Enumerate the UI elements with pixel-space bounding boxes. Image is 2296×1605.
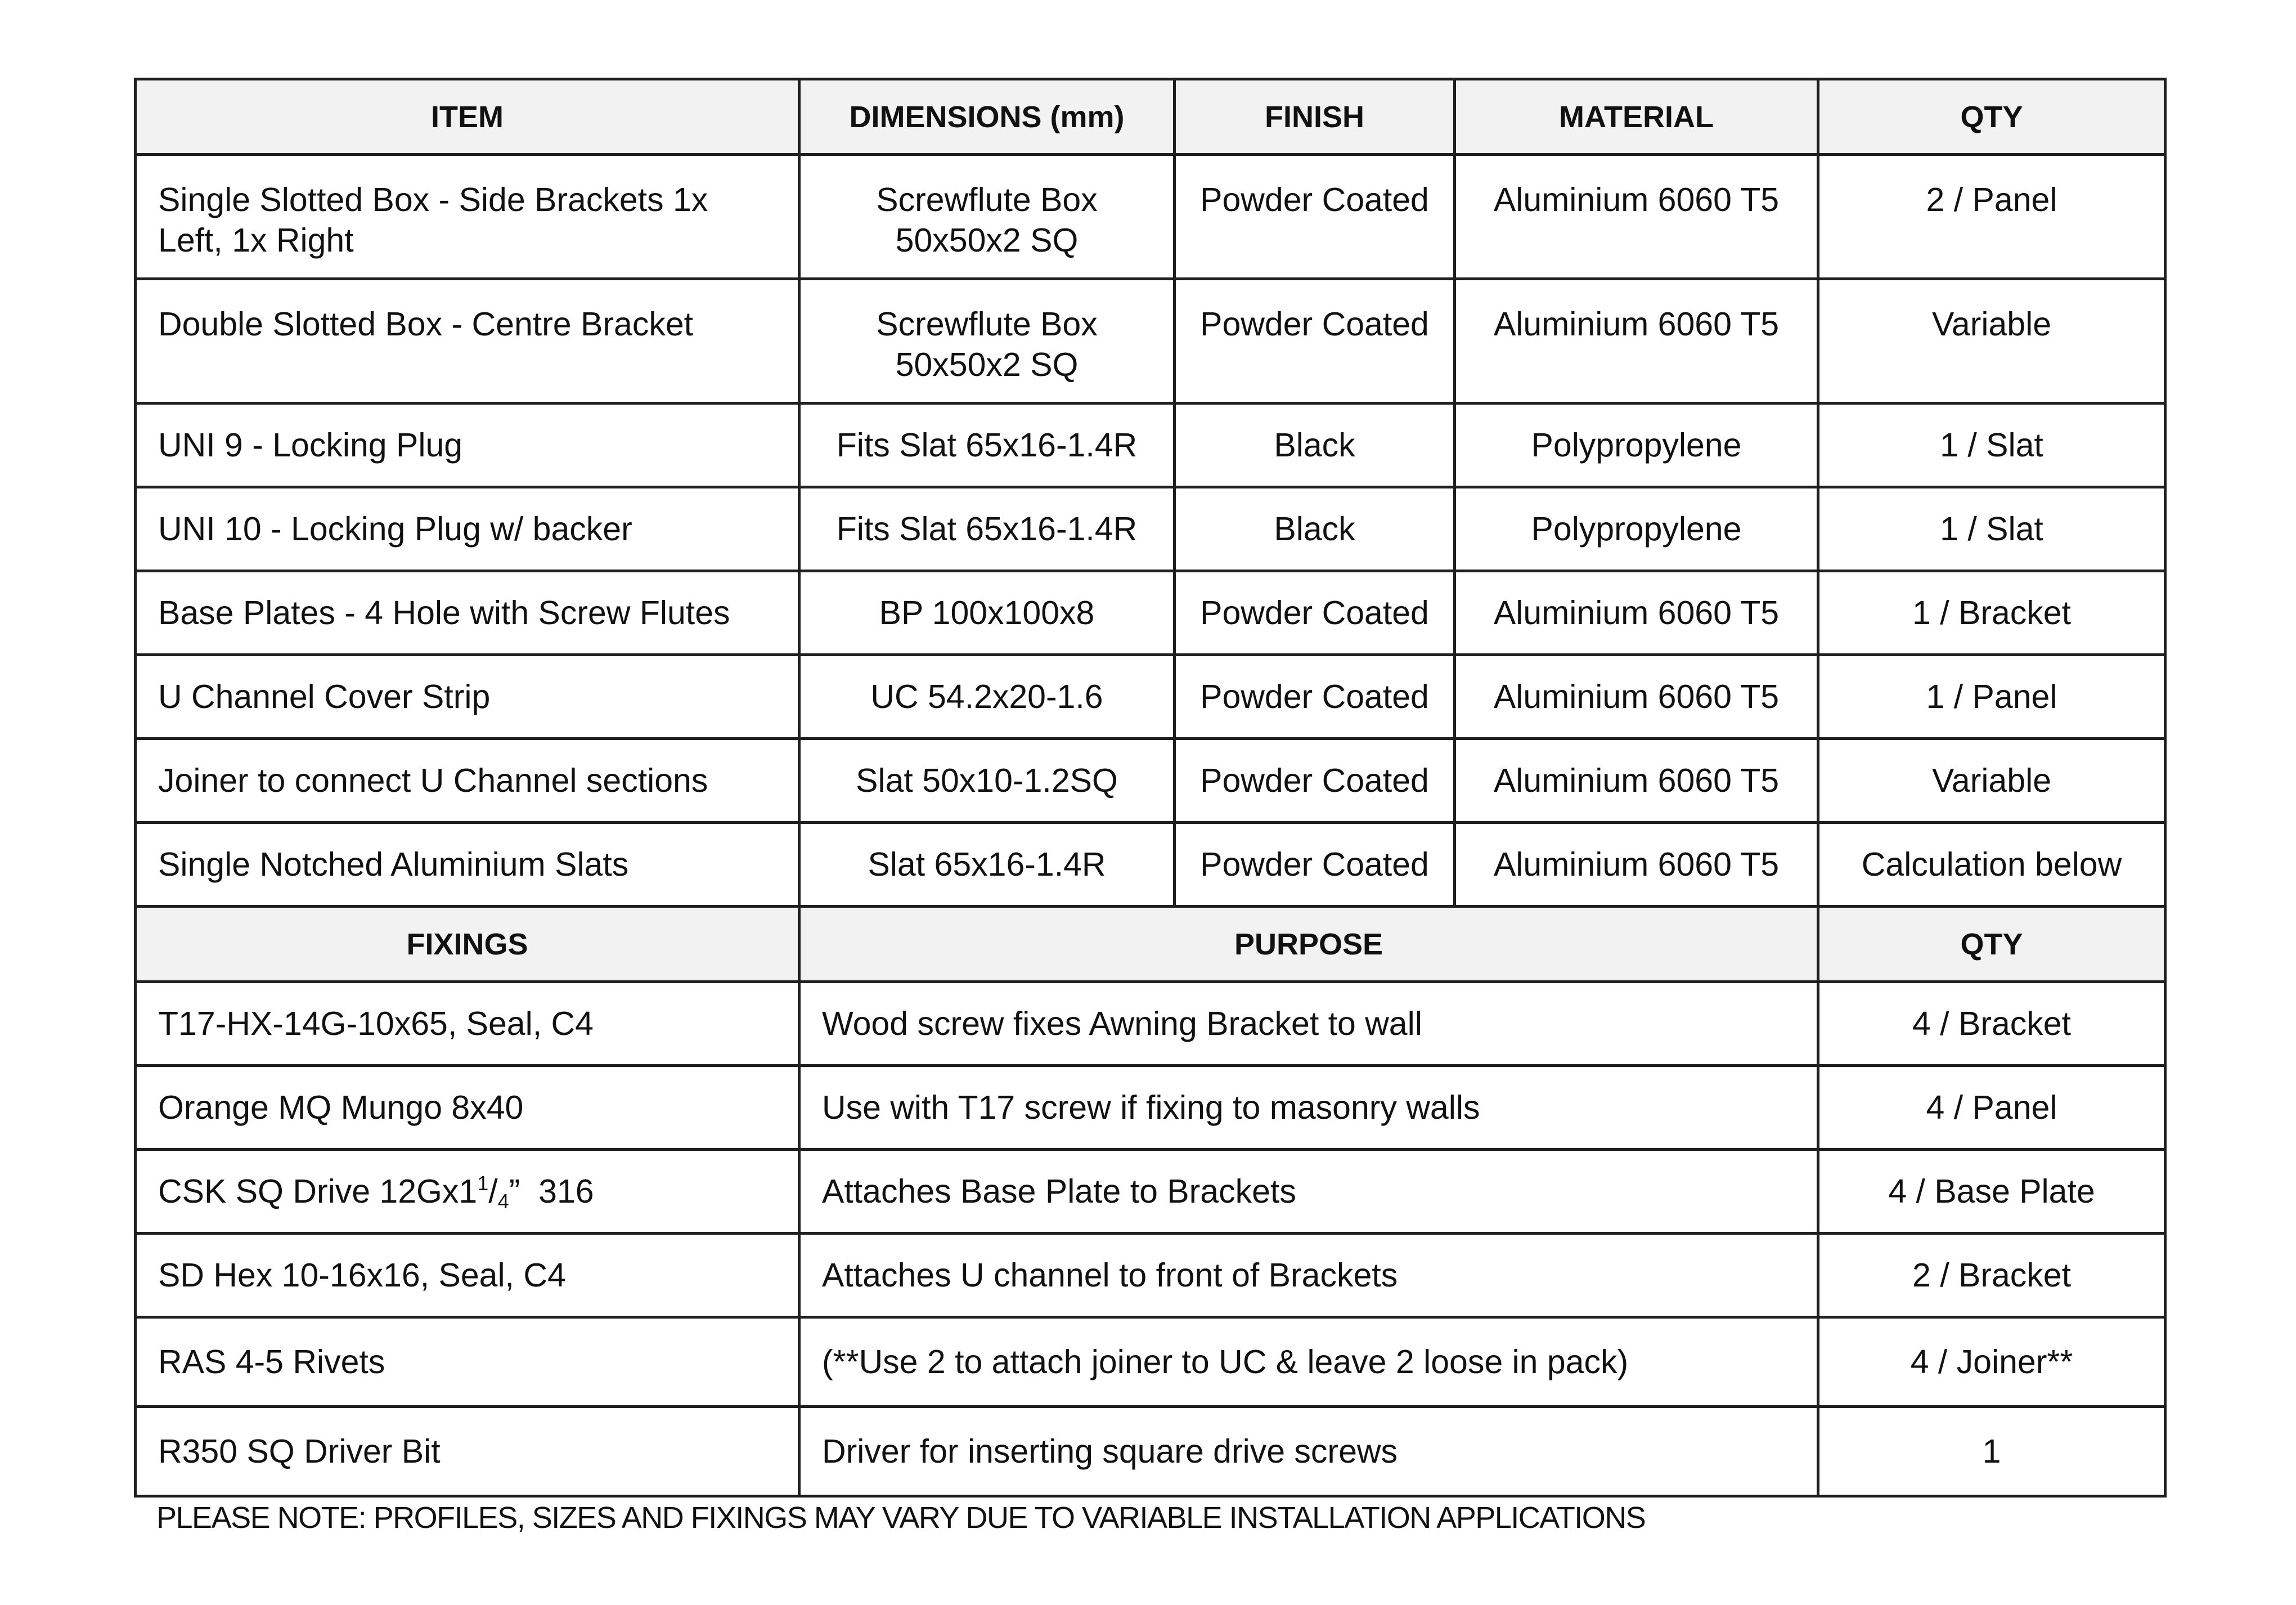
material-cell: Aluminium 6060 T5 (1455, 823, 1818, 907)
finish-cell: Powder Coated (1175, 823, 1455, 907)
material-cell: Polypropylene (1455, 487, 1818, 571)
item-cell: U Channel Cover Strip (136, 655, 799, 739)
purpose-cell: Wood screw fixes Awning Bracket to wall (799, 982, 1818, 1066)
finish-cell: Powder Coated (1175, 155, 1455, 279)
table-row (136, 1317, 2165, 1407)
installation-note: PLEASE NOTE: PROFILES, SIZES AND FIXINGS MAY VARY DUE TO VARIABLE INSTALLATION APPLICATIONS (156, 1501, 1646, 1535)
header-fixings-qty: QTY (1818, 907, 2165, 982)
qty-cell: 4 / Joiner** (1818, 1317, 2165, 1407)
table-row (136, 279, 2165, 404)
table-row (136, 404, 2165, 487)
qty-cell: 1 / Slat (1818, 404, 2165, 487)
header-purpose: PURPOSE (799, 907, 1818, 982)
material-cell: Aluminium 6060 T5 (1455, 655, 1818, 739)
item-cell: Joiner to connect U Channel sections (136, 739, 799, 823)
fixing-cell: R350 SQ Driver Bit (136, 1407, 799, 1496)
item-cell: UNI 10 - Locking Plug w/ backer (136, 487, 799, 571)
header-material: MATERIAL (1455, 79, 1818, 155)
material-cell: Aluminium 6060 T5 (1455, 571, 1818, 655)
material-cell: Aluminium 6060 T5 (1455, 279, 1818, 404)
fixing-suffix: ” 316 (509, 1173, 594, 1210)
item-line: Left, 1x Right (158, 222, 354, 259)
table-row (136, 155, 2165, 279)
fixing-cell: T17-HX-14G-10x65, Seal, C4 (136, 982, 799, 1066)
dimensions-line: 50x50x2 SQ (895, 222, 1079, 259)
dimensions-cell: BP 100x100x8 (799, 571, 1175, 655)
dimensions-cell: Fits Slat 65x16-1.4R (799, 487, 1175, 571)
table-row (136, 1150, 2165, 1234)
qty-cell: 4 / Base Plate (1818, 1150, 2165, 1234)
dimensions-cell: UC 54.2x20-1.6 (799, 655, 1175, 739)
header-qty: QTY (1818, 79, 2165, 155)
qty-cell: Variable (1818, 739, 2165, 823)
material-cell: Polypropylene (1455, 404, 1818, 487)
qty-cell: 4 / Panel (1818, 1066, 2165, 1150)
qty-cell: Calculation below (1818, 823, 2165, 907)
finish-cell: Powder Coated (1175, 279, 1455, 404)
purpose-cell: Driver for inserting square drive screws (799, 1407, 1818, 1496)
items-header-row (136, 79, 2165, 155)
table-row (136, 739, 2165, 823)
dimensions-line: 50x50x2 SQ (895, 346, 1079, 383)
qty-cell: 1 / Panel (1818, 655, 2165, 739)
qty-cell: 2 / Bracket (1818, 1234, 2165, 1317)
finish-cell: Powder Coated (1175, 739, 1455, 823)
qty-cell: 1 / Bracket (1818, 571, 2165, 655)
dimensions-cell: Fits Slat 65x16-1.4R (799, 404, 1175, 487)
table-row (136, 487, 2165, 571)
fixing-cell (136, 1150, 799, 1234)
qty-cell: Variable (1818, 279, 2165, 404)
dimensions-cell (799, 155, 1175, 279)
qty-cell: 1 (1818, 1407, 2165, 1496)
fixing-cell: RAS 4-5 Rivets (136, 1317, 799, 1407)
header-fixings: FIXINGS (136, 907, 799, 982)
item-cell (136, 155, 799, 279)
dimensions-cell: Slat 65x16-1.4R (799, 823, 1175, 907)
table-row (136, 1234, 2165, 1317)
item-cell: Single Notched Aluminium Slats (136, 823, 799, 907)
fraction-numerator: 1 (477, 1172, 489, 1195)
fixings-header-row (136, 907, 2165, 982)
purpose-cell: Use with T17 screw if fixing to masonry walls (799, 1066, 1818, 1150)
fraction-slash: / (488, 1173, 498, 1210)
finish-cell: Powder Coated (1175, 655, 1455, 739)
material-cell: Aluminium 6060 T5 (1455, 155, 1818, 279)
dimensions-cell: Slat 50x10-1.2SQ (799, 739, 1175, 823)
table-row (136, 571, 2165, 655)
finish-cell: Black (1175, 404, 1455, 487)
fixing-cell: SD Hex 10-16x16, Seal, C4 (136, 1234, 799, 1317)
purpose-cell: (**Use 2 to attach joiner to UC & leave 2 loose in pack) (799, 1317, 1818, 1407)
item-cell: UNI 9 - Locking Plug (136, 404, 799, 487)
spec-table (134, 78, 2167, 1498)
table-row (136, 982, 2165, 1066)
finish-cell: Black (1175, 487, 1455, 571)
table-row (136, 823, 2165, 907)
item-cell: Double Slotted Box - Centre Bracket (136, 279, 799, 404)
item-line: Single Slotted Box - Side Brackets 1x (158, 181, 708, 218)
header-item: ITEM (136, 79, 799, 155)
dimensions-cell (799, 279, 1175, 404)
dimensions-line: Screwflute Box (876, 181, 1098, 218)
qty-cell: 1 / Slat (1818, 487, 2165, 571)
qty-cell: 2 / Panel (1818, 155, 2165, 279)
dimensions-line: Screwflute Box (876, 306, 1098, 343)
qty-cell: 4 / Bracket (1818, 982, 2165, 1066)
purpose-cell: Attaches U channel to front of Brackets (799, 1234, 1818, 1317)
fixing-prefix: CSK SQ Drive 12Gx1 (158, 1173, 478, 1210)
fixing-cell: Orange MQ Mungo 8x40 (136, 1066, 799, 1150)
item-cell: Base Plates - 4 Hole with Screw Flutes (136, 571, 799, 655)
table-row (136, 1407, 2165, 1496)
table-row (136, 1066, 2165, 1150)
table-row (136, 655, 2165, 739)
fraction-denominator: 4 (497, 1190, 509, 1213)
header-dimensions: DIMENSIONS (mm) (799, 79, 1175, 155)
finish-cell: Powder Coated (1175, 571, 1455, 655)
header-finish: FINISH (1175, 79, 1455, 155)
purpose-cell: Attaches Base Plate to Brackets (799, 1150, 1818, 1234)
material-cell: Aluminium 6060 T5 (1455, 739, 1818, 823)
